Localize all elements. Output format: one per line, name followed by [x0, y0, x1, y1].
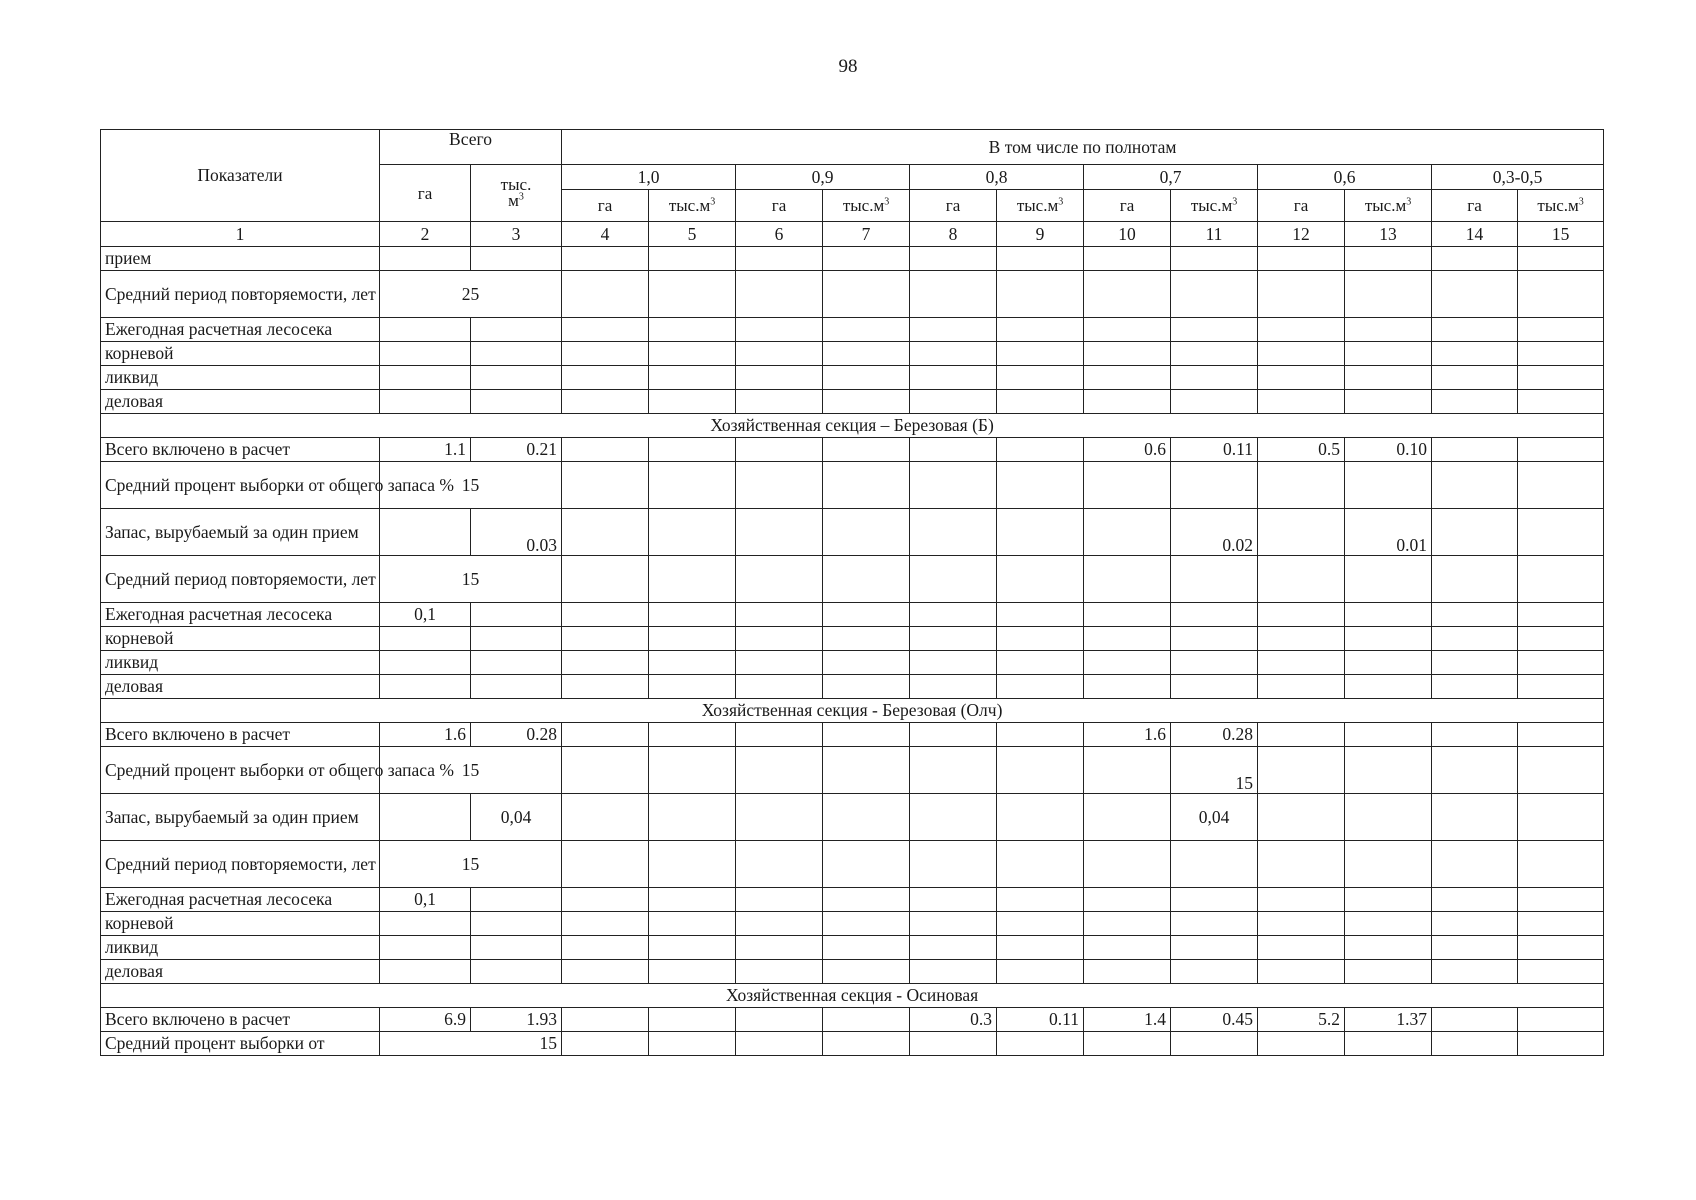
column-index: 2: [380, 222, 471, 247]
table-row: [101, 247, 1604, 271]
felling-table: [100, 129, 1604, 1056]
cell-value: 0,04: [471, 794, 562, 841]
cell-value: 1.37: [1345, 1008, 1432, 1032]
cell-value: 0,04: [1171, 794, 1258, 841]
table-row: [101, 627, 1604, 651]
table-row: [101, 841, 1604, 888]
cell-value: 0.6: [1084, 438, 1171, 462]
table-row: [101, 723, 1604, 747]
section-header-row: [101, 699, 1604, 723]
cell-value: 15: [380, 747, 562, 794]
cell-value: 15: [1171, 747, 1258, 794]
table-row: [101, 1008, 1604, 1032]
header-density-2: 0,9: [736, 165, 910, 190]
row-label: Запас, вырубаемый за один прием: [101, 794, 380, 841]
column-index: 5: [649, 222, 736, 247]
header-indicators: Показатели: [101, 130, 380, 222]
table-row: [101, 651, 1604, 675]
cell-value: 0,1: [380, 603, 471, 627]
row-label: Средний период повторяемости, лет: [101, 271, 380, 318]
header-including: В том числе по полнотам: [562, 130, 1604, 165]
table-row: [101, 390, 1604, 414]
cell-value: 0.11: [997, 1008, 1084, 1032]
header-total-ha: га: [380, 165, 471, 222]
unit-ha: га: [1258, 190, 1345, 222]
unit-ha: га: [910, 190, 997, 222]
header-density-4: 0,7: [1084, 165, 1258, 190]
cell-value: 0.45: [1171, 1008, 1258, 1032]
table-row: [101, 462, 1604, 509]
table-row: [101, 271, 1604, 318]
column-index: 12: [1258, 222, 1345, 247]
cell-value: 0.28: [1171, 723, 1258, 747]
table-row: [101, 675, 1604, 699]
column-index: 1: [101, 222, 380, 247]
unit-m3: $тыс.м^3$: [649, 190, 736, 222]
cell-value: 15: [380, 462, 562, 509]
cell-value: 0.01: [1345, 509, 1432, 556]
table-row: [101, 556, 1604, 603]
row-label: Средний процент выборки от: [101, 1032, 380, 1056]
row-label: Средний период повторяемости, лет: [101, 556, 380, 603]
unit-m3: $тыс.м^3$: [1345, 190, 1432, 222]
cell-value: 0.28: [471, 723, 562, 747]
cell-value: 0.5: [1258, 438, 1345, 462]
unit-ha: га: [562, 190, 649, 222]
cell-value: 6.9: [380, 1008, 471, 1032]
row-label: Ежегодная расчетная лесосека: [101, 603, 380, 627]
cell-value: 0.02: [1171, 509, 1258, 556]
unit-m3: $тыс.м^3$: [997, 190, 1084, 222]
section-title: Хозяйственная секция - Осиновая: [101, 984, 1604, 1008]
row-label: Всего включено в расчет: [101, 723, 380, 747]
cell-value: 1.6: [1084, 723, 1171, 747]
section-header-row: [101, 414, 1604, 438]
cell-value: 0,1: [380, 888, 471, 912]
table-row: [101, 603, 1604, 627]
column-index: 13: [1345, 222, 1432, 247]
table-row: [101, 960, 1604, 984]
column-index: 9: [997, 222, 1084, 247]
row-label: ликвид: [101, 936, 380, 960]
table-row: [101, 888, 1604, 912]
cell-value: 0.21: [471, 438, 562, 462]
row-label: Средний процент выборки от общего запаса %: [101, 747, 380, 794]
row-label: Всего включено в расчет: [101, 438, 380, 462]
header-row-1: [101, 130, 1604, 165]
column-index: 11: [1171, 222, 1258, 247]
unit-m3: $тыс.м^3$: [1518, 190, 1604, 222]
column-index: 14: [1432, 222, 1518, 247]
table-row: [101, 318, 1604, 342]
header-density-6: 0,3-0,5: [1432, 165, 1604, 190]
unit-m3: $тыс.м^3$: [823, 190, 910, 222]
unit-m3: $тыс.м^3$: [1171, 190, 1258, 222]
header-density-5: 0,6: [1258, 165, 1432, 190]
column-index: 10: [1084, 222, 1171, 247]
table-row: [101, 1032, 1604, 1056]
cell-value: 1.93: [471, 1008, 562, 1032]
unit-ha: га: [1084, 190, 1171, 222]
table-row: [101, 438, 1604, 462]
row-label: Ежегодная расчетная лесосека: [101, 888, 380, 912]
row-label: корневой: [101, 627, 380, 651]
cell-value: 0.3: [910, 1008, 997, 1032]
row-label: Средний процент выборки от общего запаса %: [101, 462, 380, 509]
unit-ha: га: [736, 190, 823, 222]
header-total: Всего: [380, 130, 562, 165]
cell-value: 0.03: [471, 509, 562, 556]
column-index: 6: [736, 222, 823, 247]
cell-value: 15: [380, 1032, 562, 1056]
header-density-3: 0,8: [910, 165, 1084, 190]
row-label: Ежегодная расчетная лесосека: [101, 318, 380, 342]
cell-value: 25: [380, 271, 562, 318]
row-label: Запас, вырубаемый за один прием: [101, 509, 380, 556]
cell-value: 1.6: [380, 723, 471, 747]
table-row: [101, 342, 1604, 366]
row-label: ликвид: [101, 366, 380, 390]
row-label: деловая: [101, 960, 380, 984]
header-density-1: 1,0: [562, 165, 736, 190]
section-header-row: [101, 984, 1604, 1008]
column-index: 4: [562, 222, 649, 247]
row-label: корневой: [101, 912, 380, 936]
table-row: [101, 912, 1604, 936]
table-row: [101, 509, 1604, 556]
section-title: Хозяйственная секция - Березовая (Олч): [101, 699, 1604, 723]
cell-value: 1.1: [380, 438, 471, 462]
table-row: [101, 794, 1604, 841]
row-label: деловая: [101, 675, 380, 699]
row-label: корневой: [101, 342, 380, 366]
unit-ha: га: [1432, 190, 1518, 222]
column-index: 8: [910, 222, 997, 247]
cell-value: 15: [380, 556, 562, 603]
table-row: [101, 366, 1604, 390]
table-row: [101, 747, 1604, 794]
header-total-m3: тыс. $м^3$: [471, 165, 562, 222]
page-number: 98: [838, 56, 858, 77]
cell-value: 0.11: [1171, 438, 1258, 462]
column-index: 3: [471, 222, 562, 247]
column-index: 15: [1518, 222, 1604, 247]
table-row: [101, 936, 1604, 960]
cell-value: 5.2: [1258, 1008, 1345, 1032]
cell-value: 0.10: [1345, 438, 1432, 462]
row-label: прием: [101, 247, 380, 271]
row-label: Всего включено в расчет: [101, 1008, 380, 1032]
column-index: 7: [823, 222, 910, 247]
section-title: Хозяйственная секция – Березовая (Б): [101, 414, 1604, 438]
row-label: ликвид: [101, 651, 380, 675]
cell-value: 1.4: [1084, 1008, 1171, 1032]
column-index-row: [101, 222, 1604, 247]
cell-value: 15: [380, 841, 562, 888]
row-label: деловая: [101, 390, 380, 414]
row-label: Средний период повторяемости, лет: [101, 841, 380, 888]
